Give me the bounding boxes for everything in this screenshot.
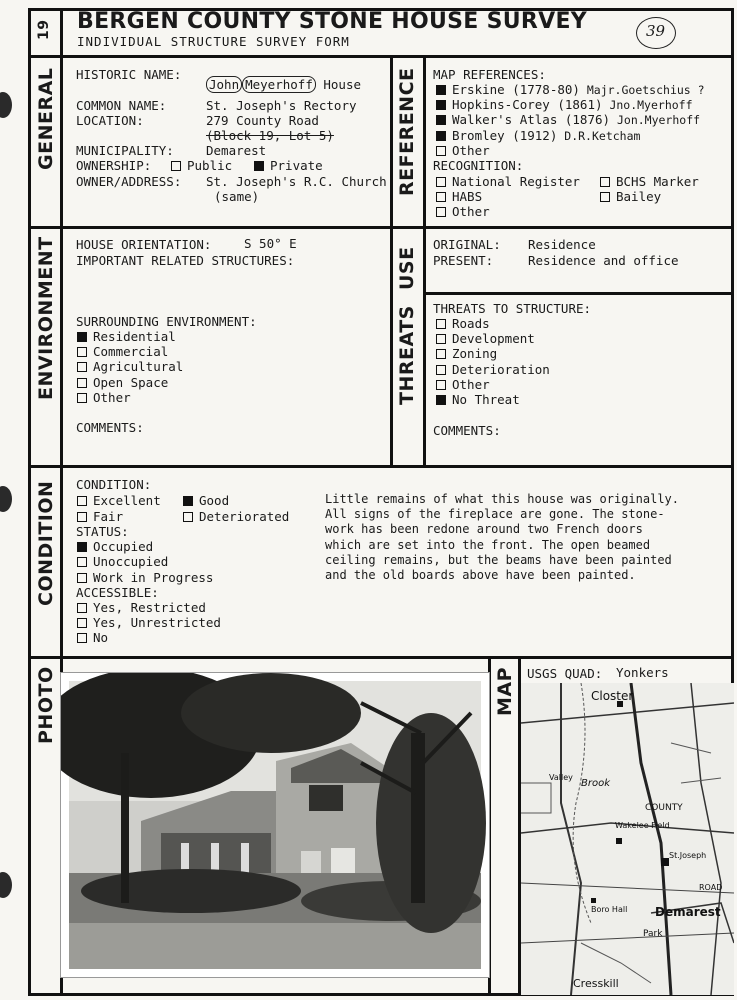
- map-label-st-joseph: St.Joseph: [669, 851, 707, 860]
- map-label-cresskill: Cresskill: [573, 977, 619, 990]
- checkbox-checked[interactable]: [436, 85, 446, 95]
- section-label-map: MAP: [494, 666, 516, 716]
- map-label-brook: Brook: [581, 778, 610, 789]
- threats-label: THREATS TO STRUCTURE:: [433, 301, 592, 316]
- threat-item[interactable]: [436, 392, 520, 407]
- map-reference-item-label: Erskine (1778-80): [452, 82, 580, 97]
- status-occupied[interactable]: Occupied: [77, 539, 153, 554]
- threat-item[interactable]: [436, 346, 497, 361]
- recognition-other[interactable]: Other: [436, 204, 490, 219]
- map-reference-item-label: Other: [452, 142, 490, 158]
- checkbox[interactable]: [183, 512, 193, 522]
- historic-name-middle: Meyerhoff: [242, 76, 316, 93]
- checkbox[interactable]: [77, 347, 87, 357]
- checkbox-checked[interactable]: [77, 332, 87, 342]
- map-reference-item-label: Hopkins-Corey (1861): [452, 97, 603, 113]
- condition-label: CONDITION:: [76, 477, 152, 492]
- threat-item-label: Zoning: [452, 346, 498, 362]
- map-roads: [521, 683, 734, 995]
- surrounding-environment-item[interactable]: [77, 359, 183, 374]
- binder-hole: [0, 92, 12, 118]
- section-label-photo: PHOTO: [35, 666, 57, 744]
- binder-hole: [0, 486, 12, 512]
- map-reference-item-note: Jno.Myerhoff: [602, 98, 693, 113]
- map-reference-item[interactable]: [436, 82, 705, 98]
- checkbox[interactable]: [77, 362, 87, 372]
- original-use-value: Residence: [528, 237, 596, 252]
- original-use-label: ORIGINAL:: [433, 237, 501, 252]
- section-label-use: USE: [396, 246, 418, 290]
- owner-line1: St. Joseph's R.C. Church: [206, 174, 387, 189]
- owner-line2: (same): [214, 189, 260, 204]
- threat-item-label: Other: [452, 376, 490, 392]
- checkbox[interactable]: [436, 380, 446, 390]
- recognition-bailey[interactable]: Bailey: [600, 189, 661, 204]
- orientation-label: HOUSE ORIENTATION:: [76, 237, 212, 252]
- map-label-park: Park: [643, 929, 663, 939]
- map-label-demarest: Demarest: [655, 905, 721, 919]
- surrounding-environment-item[interactable]: [77, 375, 168, 390]
- checkbox[interactable]: [77, 393, 87, 403]
- condition-good[interactable]: Good: [183, 493, 229, 508]
- divider: [28, 226, 734, 229]
- checkbox[interactable]: [77, 633, 87, 643]
- checkbox[interactable]: [77, 512, 87, 522]
- map-label-county: COUNTY: [645, 803, 683, 813]
- checkbox[interactable]: [436, 334, 446, 344]
- condition-excellent[interactable]: Excellent: [77, 493, 161, 508]
- recognition-label: RECOGNITION:: [433, 158, 524, 173]
- map-reference-item-label: Bromley (1912): [452, 127, 558, 143]
- divider: [423, 55, 426, 465]
- divider: [423, 292, 734, 295]
- section-label-threats: THREATS: [396, 305, 418, 405]
- checkbox[interactable]: [436, 146, 446, 156]
- condition-deteriorated[interactable]: Deteriorated: [183, 509, 289, 524]
- section-label-environment: ENVIRONMENT: [35, 236, 57, 400]
- section-label-reference: REFERENCE: [396, 67, 418, 196]
- threat-item-label: Development: [452, 331, 535, 347]
- divider: [390, 55, 393, 465]
- checkbox[interactable]: [436, 365, 446, 375]
- ownership-private[interactable]: Private: [254, 158, 323, 173]
- accessible-label: ACCESSIBLE:: [76, 585, 159, 600]
- map-reference-item-note: D.R.Ketcham: [557, 128, 641, 143]
- present-use-label: PRESENT:: [433, 253, 494, 268]
- checkbox[interactable]: [436, 319, 446, 329]
- threat-item[interactable]: [436, 377, 490, 392]
- surrounding-environment-item[interactable]: [77, 390, 131, 405]
- checkbox-checked[interactable]: [436, 395, 446, 405]
- location-line2: (Block 19, Lot 5): [206, 128, 334, 143]
- threat-item[interactable]: [436, 331, 535, 346]
- checkbox[interactable]: [436, 349, 446, 359]
- checkbox[interactable]: [77, 603, 87, 613]
- divider: [28, 55, 734, 58]
- checkbox[interactable]: [436, 192, 446, 202]
- threat-item-label: No Threat: [452, 392, 520, 407]
- checkbox[interactable]: [77, 378, 87, 388]
- status-unoccupied[interactable]: Unoccupied: [77, 554, 168, 569]
- environment-comments-label: COMMENTS:: [76, 420, 144, 435]
- map-label-wakelee: Wakelee Field: [615, 821, 670, 830]
- status-work-in-progress[interactable]: Work in Progress: [77, 570, 213, 585]
- surrounding-environment-label: SURROUNDING ENVIRONMENT:: [76, 314, 257, 329]
- map-references-label: MAP REFERENCES:: [433, 67, 546, 82]
- house-photo-image: [61, 673, 489, 977]
- checkbox[interactable]: [77, 618, 87, 628]
- divider: [28, 656, 734, 659]
- condition-description: Little remains of what this house was originally. All signs of the fireplace are gone. The stone- work has been redone around two French doors which are set into the front. The open beamed ceiling remains, but the beams have been painted and the old boards above have been painted.: [325, 492, 680, 583]
- location-label: LOCATION:: [76, 113, 144, 128]
- historic-name-value: [206, 77, 361, 92]
- checkbox[interactable]: [77, 557, 87, 567]
- common-name-value: St. Joseph's Rectory: [206, 98, 357, 113]
- threat-item[interactable]: [436, 316, 490, 331]
- condition-fair[interactable]: Fair: [77, 509, 123, 524]
- map-reference-item-note: Jon.Myerhoff: [610, 113, 701, 128]
- checkbox[interactable]: [436, 177, 446, 187]
- threats-comments-label: COMMENTS:: [433, 423, 501, 438]
- section-label-general: GENERAL: [35, 67, 57, 170]
- ownership-public[interactable]: Public: [171, 158, 232, 173]
- status-label: STATUS:: [76, 524, 129, 539]
- map-label-closter: Closter: [591, 689, 634, 703]
- map-label-boro-hall: Boro Hall: [591, 905, 628, 914]
- checkbox-checked[interactable]: [436, 131, 446, 141]
- threat-item[interactable]: [436, 362, 550, 377]
- map-reference-item[interactable]: [436, 112, 700, 128]
- historic-name-label: HISTORIC NAME:: [76, 67, 182, 82]
- present-use-value: Residence and office: [528, 253, 679, 268]
- historic-name-first: John: [206, 76, 242, 93]
- map-reference-item[interactable]: [436, 97, 693, 113]
- checkbox-checked[interactable]: [183, 496, 193, 506]
- checkbox-checked[interactable]: [436, 100, 446, 110]
- ownership-label: OWNERSHIP:: [76, 158, 152, 173]
- recognition-national-register[interactable]: National Register: [436, 174, 580, 189]
- historic-name-last: House: [323, 77, 362, 92]
- usgs-quad-value: Yonkers: [616, 665, 669, 680]
- threat-item-label: Roads: [452, 316, 490, 331]
- binder-hole: [0, 872, 12, 898]
- map-reference-item-note: Majr.Goetschius ?: [579, 83, 705, 97]
- surrounding-environment-item-label: Open Space: [93, 374, 169, 390]
- surrounding-environment-item[interactable]: [77, 329, 176, 344]
- surrounding-environment-item-label: Commercial: [93, 344, 169, 360]
- map-reference-item[interactable]: [436, 128, 640, 144]
- usgs-map: [521, 683, 734, 995]
- accessible-unrestricted[interactable]: Yes, Unrestricted: [77, 615, 221, 630]
- surrounding-environment-item[interactable]: [77, 344, 168, 359]
- checkbox[interactable]: [600, 192, 610, 202]
- checkbox[interactable]: [77, 573, 87, 583]
- orientation-value: S 50° E: [244, 236, 297, 251]
- divider: [28, 465, 734, 468]
- accessible-no[interactable]: No: [77, 630, 108, 645]
- map-label-road: ROAD: [699, 883, 723, 892]
- sheet-number: 19: [36, 19, 52, 40]
- form-title: BERGEN COUNTY STONE HOUSE SURVEY: [77, 9, 588, 34]
- municipality-value: Demarest: [206, 143, 267, 158]
- checkbox-checked[interactable]: [436, 115, 446, 125]
- checkbox[interactable]: [600, 177, 610, 187]
- accessible-restricted[interactable]: Yes, Restricted: [77, 600, 206, 615]
- checkbox[interactable]: [171, 161, 181, 171]
- checkbox-checked[interactable]: [254, 161, 264, 171]
- recognition-bchs-marker[interactable]: BCHS Marker: [600, 174, 699, 189]
- surrounding-environment-item-label: Agricultural: [93, 359, 184, 375]
- map-reference-item-label: Walker's Atlas (1876): [452, 112, 611, 128]
- page-mark: 39: [646, 22, 666, 40]
- checkbox[interactable]: [77, 496, 87, 506]
- section-label-condition: CONDITION: [35, 480, 57, 606]
- house-photo: [60, 672, 490, 978]
- surrounding-environment-item-label: Other: [93, 389, 131, 405]
- location-line1: 279 County Road: [206, 113, 319, 128]
- usgs-quad-label: USGS QUAD:: [527, 666, 603, 681]
- map-label-valley: Valley: [549, 773, 573, 782]
- threat-item-label: Deterioration: [452, 361, 550, 377]
- owner-label: OWNER/ADDRESS:: [76, 174, 182, 189]
- recognition-habs[interactable]: HABS: [436, 189, 482, 204]
- checkbox[interactable]: [436, 207, 446, 217]
- related-structures-label: IMPORTANT RELATED STRUCTURES:: [76, 253, 295, 268]
- map-reference-item[interactable]: [436, 143, 490, 158]
- surrounding-environment-item-label: Residential: [93, 329, 176, 344]
- checkbox-checked[interactable]: [77, 542, 87, 552]
- form-subtitle: INDIVIDUAL STRUCTURE SURVEY FORM: [77, 34, 350, 49]
- common-name-label: COMMON NAME:: [76, 98, 167, 113]
- municipality-label: MUNICIPALITY:: [76, 143, 174, 158]
